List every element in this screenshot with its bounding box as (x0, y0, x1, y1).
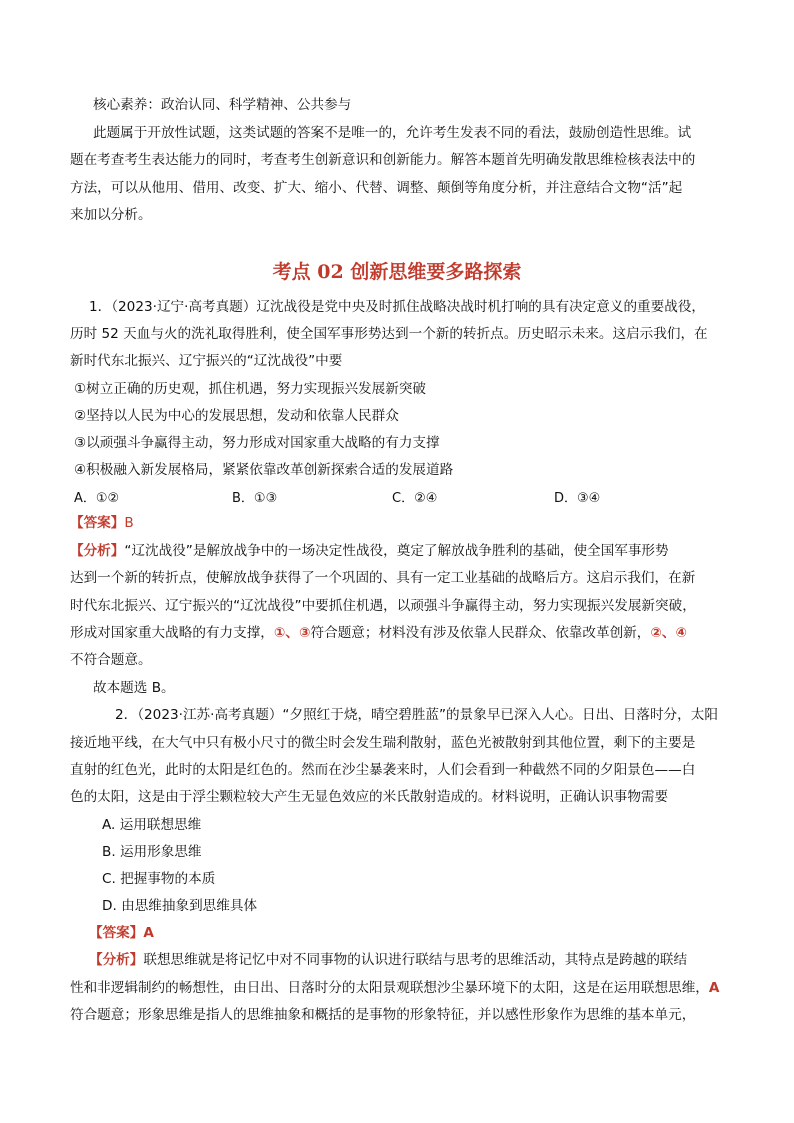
q2-option-b: B. 运用形象思维 (102, 844, 202, 860)
q1-analysis-line-3: 时代东北振兴、辽宁振兴的“辽沈战役”中要抓住机遇，以顽强斗争赢得主动，努力实现振兴发展新突破， (70, 598, 696, 614)
q1-analysis-line-5: 不符合题意。 (70, 652, 152, 668)
q1-conclusion: 故本题选 B。 (93, 680, 175, 696)
correct-option-mark: A (708, 980, 720, 996)
intro-line-4: 来加以分析。 (70, 207, 152, 223)
q2-analysis-line-2 (70, 979, 719, 997)
answer-label: 【答案】 (70, 515, 125, 531)
q1-option-a: A．①② (74, 491, 120, 506)
answer-value: A (143, 925, 154, 941)
q1-option-d: D．③④ (554, 491, 601, 506)
q2-option-a: A. 运用联想思维 (102, 817, 202, 833)
analysis-text: “辽沈战役”是解放战争中的一场决定性战役，奠定了解放战争胜利的基础，使全国军事形势 (124, 543, 669, 559)
q1-stem-line-3: 新时代东北振兴、辽宁振兴的“辽沈战役”中要 (70, 353, 343, 369)
answer-label: 【答案】 (89, 925, 144, 941)
q2-option-c: C. 把握事物的本质 (102, 871, 216, 887)
q1-item: ④积极融入新发展格局，紧紧依靠改革创新探索合适的发展道路 (74, 462, 454, 478)
core-competency-line: 核心素养：政治认同、科学精神、公共参与 (93, 97, 352, 113)
intro-line-2: 题在考查考生表达能力的同时，考查考生创新意识和创新能力。解答本题首先明确发散思维检核表法中的 (70, 152, 696, 168)
q1-answer (70, 514, 134, 532)
q2-stem-line-2: 接近地平线，在大气中只有极小尺寸的微尘时会发生瑞利散射，蓝色光被散射到其他位置，剩下的主要是 (70, 735, 696, 751)
q2-analysis-line-3: 符合题意；形象思维是指人的思维抽象和概括的是事物的形象特征，并以感性形象作为思维的基本单元， (70, 1007, 696, 1023)
q2-analysis-line-1 (89, 951, 687, 969)
q1-stem-line-2: 历时 52 天血与火的洗礼取得胜利，使全国军事形势达到一个新的转折点。历史昭示未来。这启示我们，在 (70, 326, 708, 342)
q1-analysis-line-1 (70, 542, 669, 560)
q2-stem-line-4: 色的太阳，这是由于浮尘颗粒较大产生无显色效应的米氏散射造成的。材料说明，正确认识事物需要 (70, 789, 669, 805)
q1-analysis-line-2: 达到一个新的转折点，使解放战争获得了一个巩固的、具有一定工业基础的战略后方。这启示我们，在新 (70, 570, 696, 586)
analysis-text: 符合题意；材料没有涉及依靠人民群众、依靠改革创新， (310, 625, 651, 641)
q1-analysis-line-4 (70, 624, 687, 642)
q1-item: ①树立正确的历史观，抓住机遇，努力实现振兴发展新突破 (74, 381, 427, 397)
answer-value: B (124, 515, 134, 531)
q1-option-b: B．①③ (232, 491, 278, 506)
q1-option-c: C．②④ (392, 491, 438, 506)
q2-option-d: D. 由思维抽象到思维具体 (102, 898, 258, 914)
correct-items-mark: ①、③ (273, 625, 311, 641)
section-title: 考点 02 创新思维要多路探索 (272, 261, 522, 283)
intro-line-3: 方法，可以从他用、借用、改变、扩大、缩小、代替、调整、颠倒等角度分析，并注意结合文物“活”起 (70, 180, 683, 196)
analysis-text: 形成对国家重大战略的有力支撑， (70, 625, 274, 641)
q2-stem-line-3: 直射的红色光，此时的太阳是红色的。然而在沙尘暴袭来时，人们会看到一种截然不同的夕阳景色——白 (70, 762, 696, 778)
intro-line-1: 此题属于开放性试题，这类试题的答案不是唯一的，允许考生发表不同的看法，鼓励创造性思维。试 (93, 125, 692, 141)
q1-options (74, 487, 634, 505)
q2-answer (89, 924, 154, 942)
q1-item: ②坚持以人民为中心的发展思想，发动和依靠人民群众 (74, 408, 399, 424)
analysis-label: 【分析】 (70, 543, 125, 559)
analysis-text: 联想思维就是将记忆中对不同事物的认识进行联结与思考的思维活动，其特点是跨越的联结 (143, 952, 688, 968)
q2-stem-line-1: 2．（2023·江苏·高考真题）“夕照红于烧，晴空碧胜蓝”的景象早已深入人心。日出、日落时分，太阳 (115, 707, 718, 723)
analysis-label: 【分析】 (89, 952, 144, 968)
analysis-text: 性和非逻辑制约的畅想性，由日出、日落时分的太阳景观联想沙尘暴环境下的太阳，这是在运用联想思维， (70, 980, 709, 996)
q1-item: ③以顽强斗争赢得主动，努力形成对国家重大战略的有力支撑 (74, 435, 440, 451)
q1-stem-line-1: 1．（2023·辽宁·高考真题）辽沈战役是党中央及时抓住战略决战时机打响的具有决定意义的重要战役， (89, 299, 706, 315)
wrong-items-mark: ②、④ (650, 625, 687, 641)
